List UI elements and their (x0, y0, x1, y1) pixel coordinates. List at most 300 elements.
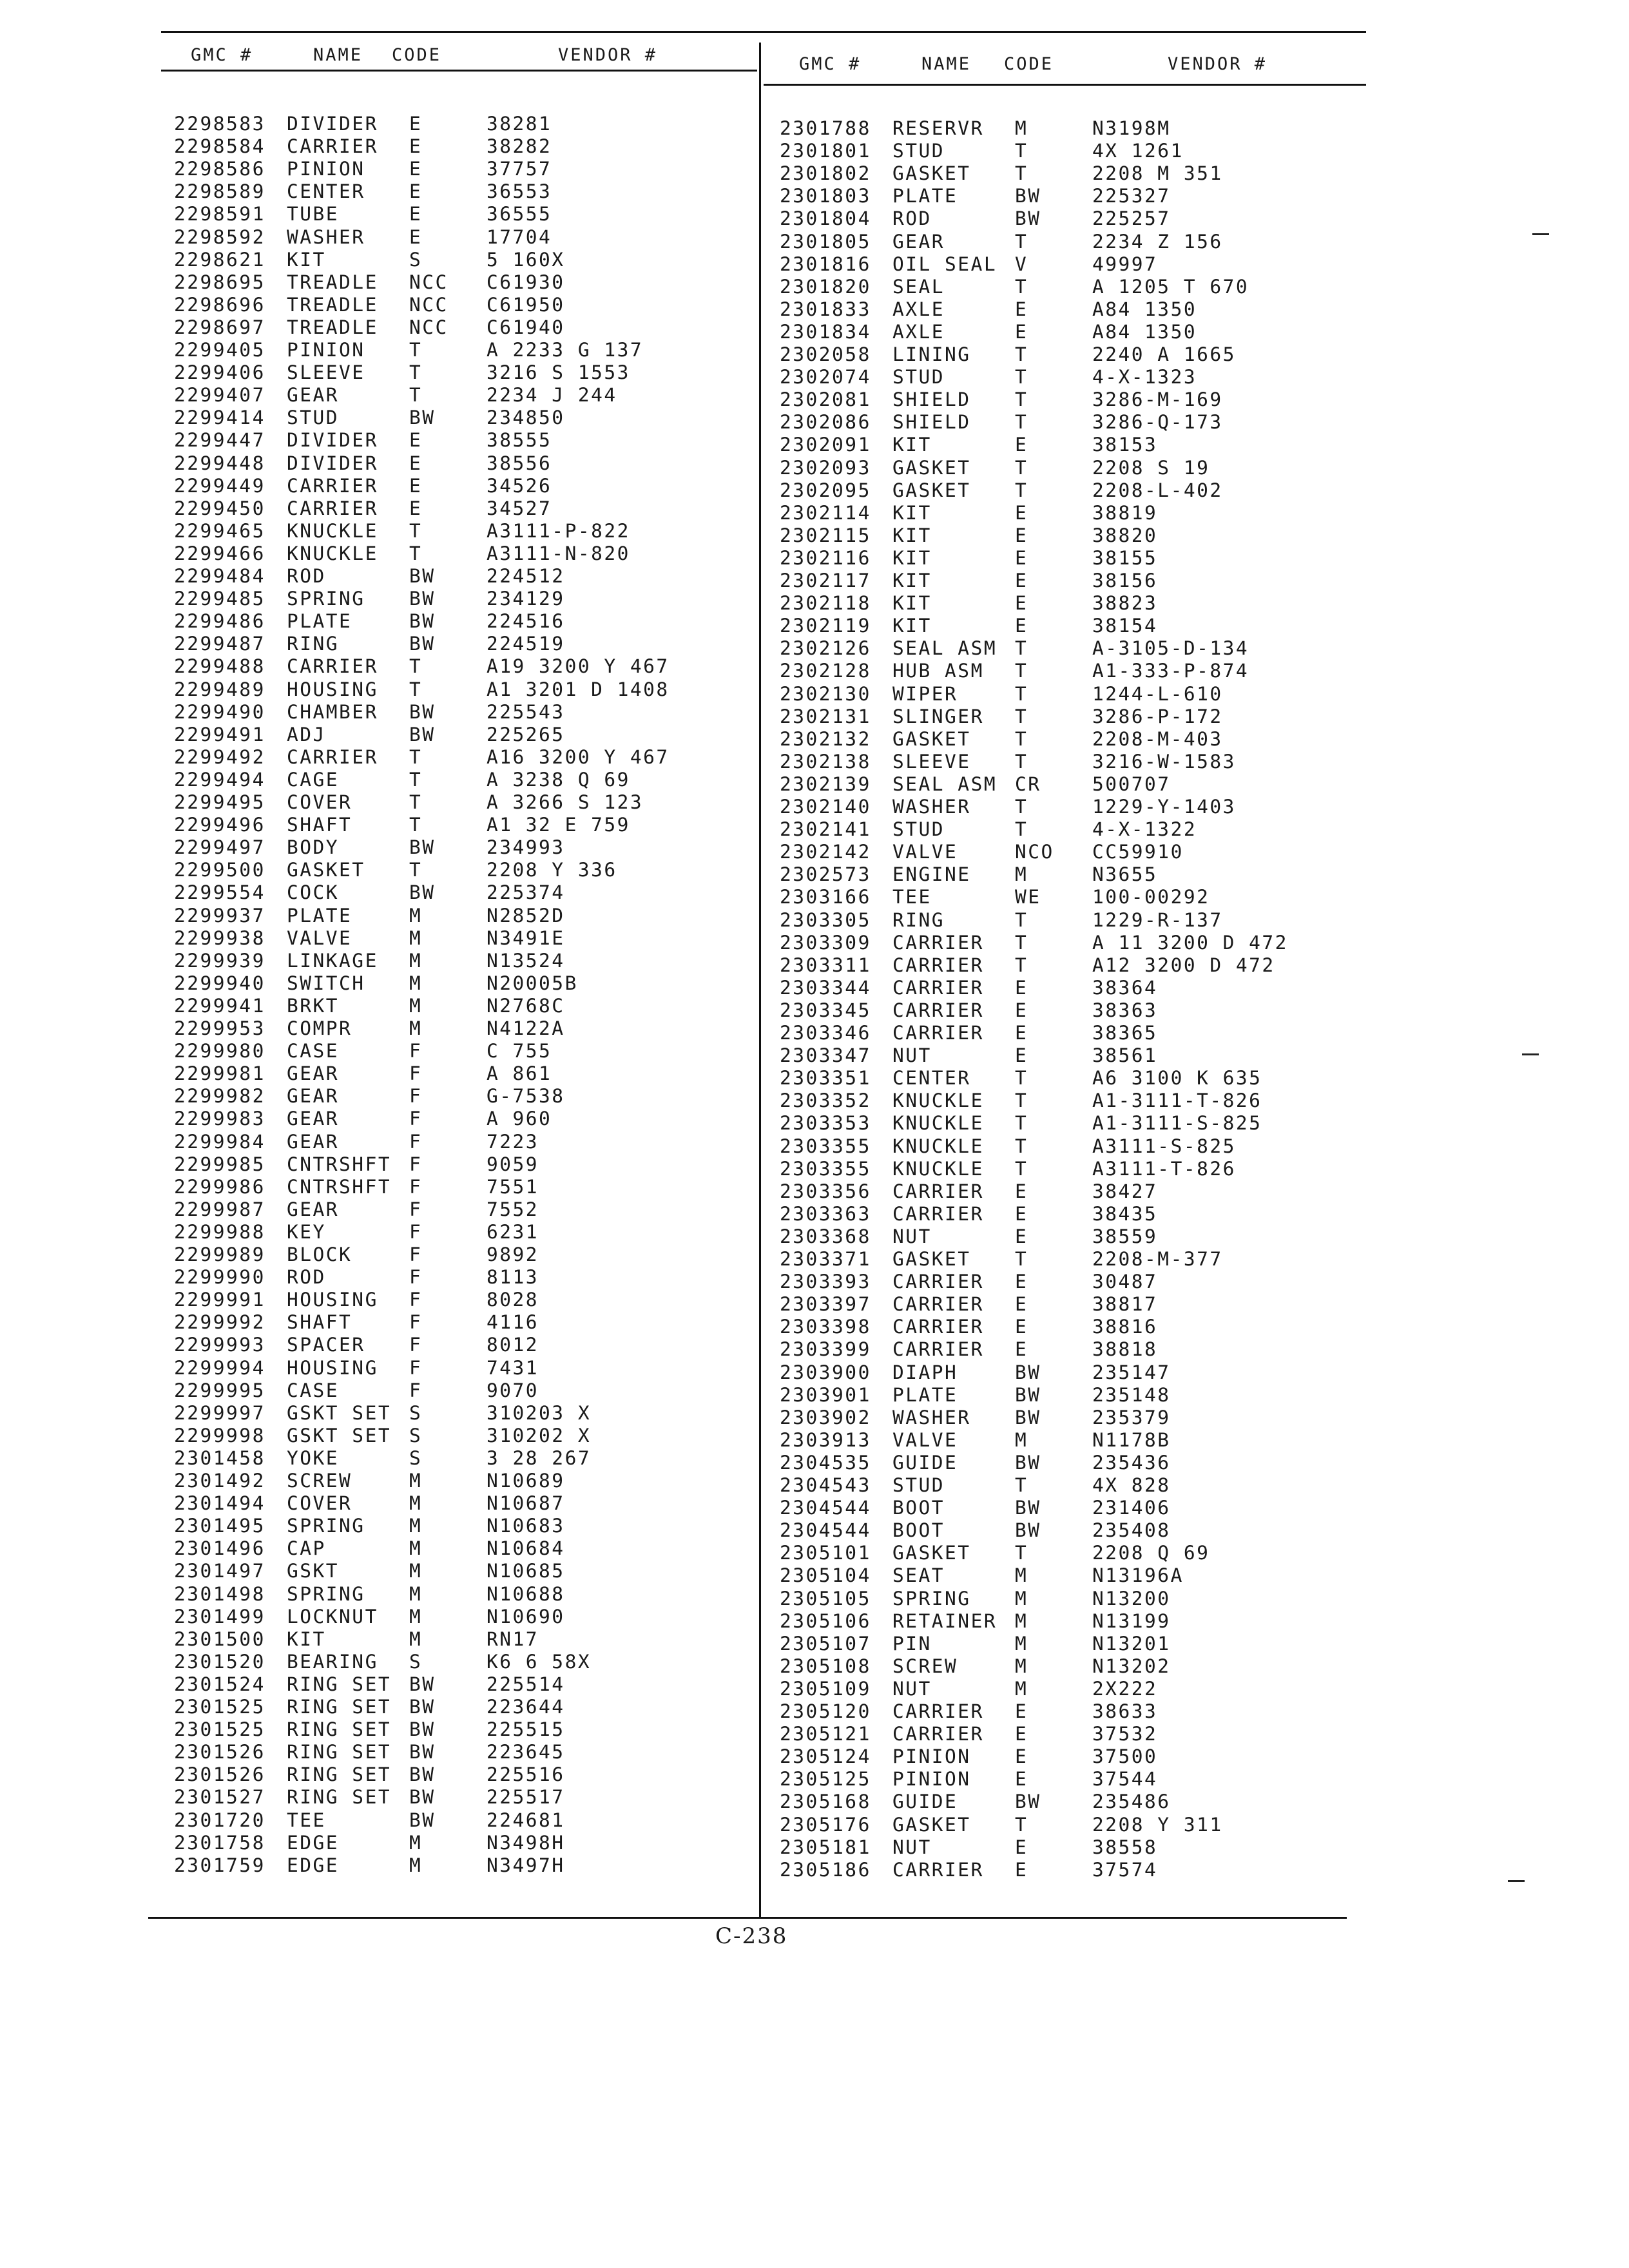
vendor-number: 224681 (487, 1809, 565, 1831)
part-name: GEAR (287, 1108, 340, 1129)
vendor-number: 224512 (487, 565, 565, 587)
part-name: STUD (892, 140, 945, 162)
vendor-code: T (409, 520, 423, 542)
vendor-code: E (409, 203, 423, 225)
vendor-code: WE (1015, 886, 1041, 908)
part-name: KIT (287, 249, 326, 271)
vendor-code: T (1015, 231, 1028, 253)
gmc-number: 2299450 (174, 497, 265, 519)
part-name: KNUCKLE (892, 1158, 984, 1180)
part-name: KIT (892, 592, 932, 614)
header-vendor: VENDOR # (1168, 54, 1268, 74)
part-name: RING (892, 909, 945, 931)
gmc-number: 2299495 (174, 791, 265, 813)
vendor-code: T (1015, 366, 1028, 388)
vendor-number: 38364 (1092, 977, 1158, 999)
gmc-number: 2301833 (780, 298, 871, 320)
gmc-number: 2301496 (174, 1537, 265, 1559)
part-name: EDGE (287, 1854, 340, 1876)
vendor-number: 1244-L-610 (1092, 683, 1223, 705)
vendor-code: F (409, 1198, 423, 1220)
vendor-number: 4-X-1322 (1092, 818, 1197, 840)
vendor-number: N4122A (487, 1017, 565, 1039)
gmc-number: 2302141 (780, 818, 871, 840)
part-name: SEAL ASM (892, 637, 998, 659)
vendor-code: T (1015, 1474, 1028, 1496)
part-name: ROD (287, 565, 326, 587)
part-name: TEE (892, 886, 932, 908)
vendor-number: 3216 S 1553 (487, 361, 630, 383)
vendor-number: 3286-P-172 (1092, 706, 1223, 727)
gmc-number: 2299991 (174, 1289, 265, 1311)
gmc-number: 2299984 (174, 1131, 265, 1153)
vendor-number: 3216-W-1583 (1092, 751, 1236, 773)
vendor-number: 37532 (1092, 1723, 1158, 1745)
part-name: STUD (892, 1474, 945, 1496)
gmc-number: 2298584 (174, 135, 265, 157)
gmc-number: 2301788 (780, 117, 871, 139)
vendor-code: M (409, 1606, 423, 1628)
part-name: YOKE (287, 1447, 340, 1469)
gmc-number: 2299993 (174, 1334, 265, 1356)
gmc-number: 2302119 (780, 615, 871, 637)
vendor-code: T (1015, 1814, 1028, 1836)
vendor-number: 8012 (487, 1334, 539, 1356)
part-name: GUIDE (892, 1452, 958, 1474)
part-name: WASHER (287, 226, 365, 248)
vendor-code: BW (409, 724, 436, 745)
vendor-code: BW (1015, 1497, 1041, 1519)
vendor-code: E (1015, 1271, 1028, 1293)
vendor-code: T (1015, 706, 1028, 727)
vendor-code: M (409, 1470, 423, 1492)
gmc-number: 2299491 (174, 724, 265, 745)
vendor-code: BW (1015, 207, 1041, 229)
vendor-number: 3 28 267 (487, 1447, 592, 1469)
vendor-code: M (409, 1628, 423, 1650)
vendor-number: 235408 (1092, 1519, 1171, 1541)
part-name: SEAT (892, 1564, 945, 1586)
vendor-number: C61950 (487, 294, 565, 316)
part-name: SWITCH (287, 972, 365, 994)
part-name: SLEEVE (287, 361, 365, 383)
part-name: KIT (892, 570, 932, 591)
vendor-code: T (409, 543, 423, 564)
gmc-number: 2302116 (780, 547, 871, 569)
vendor-number: A19 3200 Y 467 (487, 655, 670, 677)
vendor-code: T (1015, 162, 1028, 184)
vendor-number: 37757 (487, 158, 552, 180)
vendor-code: M (1015, 1588, 1028, 1610)
vendor-number: 3286-Q-173 (1092, 411, 1223, 433)
vendor-number: N3491E (487, 927, 565, 949)
gmc-number: 2301500 (174, 1628, 265, 1650)
vendor-code: F (409, 1131, 423, 1153)
vendor-number: 2240 A 1665 (1092, 343, 1236, 365)
vendor-code: E (409, 429, 423, 451)
vendor-code: M (409, 1537, 423, 1559)
vendor-number: 8028 (487, 1289, 539, 1311)
vendor-code: M (1015, 1610, 1028, 1632)
vendor-number: A1 3201 D 1408 (487, 678, 670, 700)
vendor-number: 234850 (487, 407, 565, 428)
part-name: RING SET (287, 1741, 392, 1763)
vendor-number: 225265 (487, 724, 565, 745)
vendor-code: E (1015, 1022, 1028, 1044)
header-gmc: GMC # (799, 54, 862, 74)
vendor-number: 7552 (487, 1198, 539, 1220)
part-name: GASKET (892, 1248, 971, 1270)
vendor-number: C61940 (487, 316, 565, 338)
gmc-number: 2302573 (780, 863, 871, 885)
vendor-code: F (409, 1221, 423, 1243)
vendor-number: N10689 (487, 1470, 565, 1492)
gmc-number: 2301498 (174, 1583, 265, 1605)
part-name: AXLE (892, 321, 945, 343)
vendor-number: N10685 (487, 1560, 565, 1582)
header-rule-left (161, 70, 757, 72)
vendor-number: 37544 (1092, 1768, 1158, 1790)
vendor-number: 234129 (487, 588, 565, 610)
gmc-number: 2303355 (780, 1158, 871, 1180)
part-name: NUT (892, 1225, 932, 1247)
vendor-code: T (1015, 932, 1028, 954)
gmc-number: 2303913 (780, 1429, 871, 1451)
part-name: CENTER (892, 1067, 971, 1089)
gmc-number: 2298591 (174, 203, 265, 225)
vendor-code: BW (409, 1786, 436, 1808)
part-name: GASKET (892, 1542, 971, 1564)
gmc-number: 2303398 (780, 1316, 871, 1338)
vendor-number: 7223 (487, 1131, 539, 1153)
vendor-number: 2208-M-403 (1092, 728, 1223, 750)
gmc-number: 2302074 (780, 366, 871, 388)
vendor-number: 224516 (487, 610, 565, 632)
vendor-number: N3655 (1092, 863, 1158, 885)
part-name: TEE (287, 1809, 326, 1831)
vendor-number: 4116 (487, 1311, 539, 1333)
gmc-number: 2305168 (780, 1791, 871, 1812)
gmc-number: 2305125 (780, 1768, 871, 1790)
vendor-code: CR (1015, 773, 1041, 795)
vendor-number: 2234 Z 156 (1092, 231, 1223, 253)
gmc-number: 2298589 (174, 180, 265, 202)
part-name: SPACER (287, 1334, 365, 1356)
gmc-number: 2302114 (780, 502, 871, 524)
vendor-number: 38633 (1092, 1700, 1158, 1722)
gmc-number: 2299988 (174, 1221, 265, 1243)
vendor-number: 1229-Y-1403 (1092, 796, 1236, 818)
part-name: STUD (287, 407, 340, 428)
gmc-number: 2305101 (780, 1542, 871, 1564)
vendor-number: N10684 (487, 1537, 565, 1559)
gmc-number: 2301495 (174, 1515, 265, 1537)
part-name: GASKET (892, 162, 971, 184)
part-name: GASKET (892, 479, 971, 501)
gmc-number: 2299494 (174, 769, 265, 791)
part-name: GUIDE (892, 1791, 958, 1812)
vendor-code: T (1015, 1542, 1028, 1564)
gmc-number: 2303309 (780, 932, 871, 954)
part-name: GASKET (287, 859, 365, 881)
top-rule (161, 31, 1366, 33)
vendor-code: M (1015, 1655, 1028, 1677)
vendor-code: BW (409, 633, 436, 655)
part-name: PINION (892, 1768, 971, 1790)
part-name: SPRING (892, 1588, 971, 1610)
gmc-number: 2303166 (780, 886, 871, 908)
vendor-number: N3498H (487, 1832, 565, 1854)
part-name: SHAFT (287, 814, 352, 836)
part-name: TREADLE (287, 294, 378, 316)
part-name: KIT (892, 434, 932, 456)
vendor-code: BW (409, 1673, 436, 1695)
vendor-code: S (409, 1651, 423, 1673)
part-name: OIL SEAL (892, 253, 998, 275)
gmc-number: 2299953 (174, 1017, 265, 1039)
vendor-code: E (1015, 524, 1028, 546)
part-name: ADJ (287, 724, 326, 745)
gmc-number: 2302132 (780, 728, 871, 750)
gmc-number: 2302118 (780, 592, 871, 614)
gmc-number: 2301526 (174, 1741, 265, 1763)
vendor-code: NCC (409, 316, 448, 338)
vendor-number: 38555 (487, 429, 552, 451)
vendor-code: T (1015, 637, 1028, 659)
vendor-number: A12 3200 D 472 (1092, 954, 1275, 976)
gmc-number: 2299407 (174, 384, 265, 406)
gmc-number: 2302086 (780, 411, 871, 433)
vendor-code: E (409, 226, 423, 248)
part-name: CNTRSHFT (287, 1153, 392, 1175)
gmc-number: 2303305 (780, 909, 871, 931)
vendor-number: 7431 (487, 1357, 539, 1379)
gmc-number: 2299941 (174, 995, 265, 1017)
gmc-number: 2303347 (780, 1044, 871, 1066)
gmc-number: 2303902 (780, 1407, 871, 1428)
gmc-number: 2299449 (174, 475, 265, 497)
header-name: NAME (313, 45, 363, 65)
part-name: CARRIER (892, 1316, 984, 1338)
part-name: GEAR (287, 1085, 340, 1107)
part-name: BOOT (892, 1519, 945, 1541)
gmc-number: 2301526 (174, 1763, 265, 1785)
vendor-code: BW (1015, 185, 1041, 207)
gmc-number: 2303901 (780, 1384, 871, 1406)
vendor-code: T (1015, 796, 1028, 818)
vendor-number: 8113 (487, 1266, 539, 1288)
gmc-number: 2305120 (780, 1700, 871, 1722)
gmc-number: 2302138 (780, 751, 871, 773)
vendor-code: T (1015, 276, 1028, 298)
vendor-code: E (1015, 547, 1028, 569)
part-name: RETAINER (892, 1610, 998, 1632)
vendor-number: 38363 (1092, 999, 1158, 1021)
gmc-number: 2299485 (174, 588, 265, 610)
part-name: DIAPH (892, 1361, 958, 1383)
part-name: ROD (892, 207, 932, 229)
gmc-number: 2299447 (174, 429, 265, 451)
vendor-code: S (409, 1402, 423, 1424)
part-name: KEY (287, 1221, 326, 1243)
gmc-number: 2301497 (174, 1560, 265, 1582)
vendor-code: M (409, 1832, 423, 1854)
vendor-number: 38427 (1092, 1180, 1158, 1202)
gmc-number: 2299994 (174, 1357, 265, 1379)
part-name: SHIELD (892, 389, 971, 410)
part-name: STUD (892, 366, 945, 388)
gmc-number: 2299983 (174, 1108, 265, 1129)
vendor-code: M (1015, 117, 1028, 139)
gmc-number: 2302058 (780, 343, 871, 365)
vendor-number: 225257 (1092, 207, 1171, 229)
vendor-code: M (409, 1583, 423, 1605)
vendor-number: A84 1350 (1092, 321, 1197, 343)
part-name: SCREW (287, 1470, 352, 1492)
vendor-number: N3497H (487, 1854, 565, 1876)
part-name: CARRIER (892, 954, 984, 976)
gmc-number: 2301805 (780, 231, 871, 253)
part-name: KNUCKLE (892, 1112, 984, 1134)
vendor-code: M (409, 927, 423, 949)
vendor-number: A-3105-D-134 (1092, 637, 1249, 659)
gmc-number: 2299987 (174, 1198, 265, 1220)
part-name: WASHER (892, 1407, 971, 1428)
vendor-number: 235379 (1092, 1407, 1171, 1428)
vendor-number: 7551 (487, 1176, 539, 1198)
gmc-number: 2301494 (174, 1492, 265, 1514)
vendor-number: 100-00292 (1092, 886, 1210, 908)
gmc-number: 2299990 (174, 1266, 265, 1288)
header-code: CODE (392, 45, 442, 65)
gmc-number: 2299488 (174, 655, 265, 677)
vendor-code: E (1015, 1044, 1028, 1066)
gmc-number: 2303311 (780, 954, 871, 976)
part-name: PLATE (892, 1384, 958, 1406)
part-name: BLOCK (287, 1244, 352, 1265)
part-name: AXLE (892, 298, 945, 320)
vendor-code: T (409, 814, 423, 836)
vendor-code: F (409, 1266, 423, 1288)
vendor-code: NCO (1015, 841, 1054, 863)
vendor-code: T (1015, 479, 1028, 501)
vendor-code: F (409, 1062, 423, 1084)
part-name: PIN (892, 1633, 932, 1655)
gmc-number: 2302130 (780, 683, 871, 705)
vendor-number: N10687 (487, 1492, 565, 1514)
vendor-number: A 2233 G 137 (487, 339, 644, 361)
part-name: CARRIER (892, 1180, 984, 1202)
part-name: CAGE (287, 769, 340, 791)
part-name: SPRING (287, 1583, 365, 1605)
vendor-number: N10683 (487, 1515, 565, 1537)
vendor-number: 2208 Q 69 (1092, 1542, 1210, 1564)
vendor-number: 38817 (1092, 1293, 1158, 1315)
gmc-number: 2302115 (780, 524, 871, 546)
vendor-number: 310202 X (487, 1425, 592, 1446)
part-name: GASKET (892, 1814, 971, 1836)
vendor-code: E (409, 113, 423, 135)
part-name: RING SET (287, 1718, 392, 1740)
gmc-number: 2305181 (780, 1836, 871, 1858)
vendor-code: S (409, 1425, 423, 1446)
vendor-number: 38820 (1092, 524, 1158, 546)
vendor-number: A3111-P-822 (487, 520, 630, 542)
part-name: GEAR (287, 1062, 340, 1084)
vendor-code: BW (409, 1763, 436, 1785)
vendor-number: 6231 (487, 1221, 539, 1243)
vendor-code: NCC (409, 271, 448, 293)
gmc-number: 2301820 (780, 276, 871, 298)
vendor-number: 225543 (487, 701, 565, 723)
part-name: ROD (287, 1266, 326, 1288)
gmc-number: 2301758 (174, 1832, 265, 1854)
vendor-number: A 3266 S 123 (487, 791, 644, 813)
vendor-code: F (409, 1153, 423, 1175)
part-name: TREADLE (287, 271, 378, 293)
vendor-code: T (1015, 1248, 1028, 1270)
vendor-number: A3111-T-826 (1092, 1158, 1236, 1180)
vendor-number: 234993 (487, 836, 565, 858)
vendor-code: M (409, 995, 423, 1017)
vendor-number: 235436 (1092, 1452, 1171, 1474)
vendor-number: A6 3100 K 635 (1092, 1067, 1262, 1089)
vendor-code: T (1015, 1112, 1028, 1134)
part-name: COVER (287, 791, 352, 813)
vendor-number: 38819 (1092, 502, 1158, 524)
gmc-number: 2299484 (174, 565, 265, 587)
vendor-number: 9059 (487, 1153, 539, 1175)
vendor-code: M (1015, 1564, 1028, 1586)
part-name: DIVIDER (287, 452, 378, 474)
part-name: RING SET (287, 1763, 392, 1785)
gmc-number: 2301720 (174, 1809, 265, 1831)
part-name: KNUCKLE (287, 520, 378, 542)
gmc-number: 2302093 (780, 457, 871, 479)
vendor-code: F (409, 1289, 423, 1311)
vendor-number: 37574 (1092, 1859, 1158, 1881)
part-name: CASE (287, 1040, 340, 1062)
vendor-code: M (409, 1017, 423, 1039)
vendor-code: F (409, 1334, 423, 1356)
vendor-number: 38156 (1092, 570, 1158, 591)
vendor-code: V (1015, 253, 1028, 275)
part-name: LINING (892, 343, 971, 365)
vendor-number: 34527 (487, 497, 552, 519)
gmc-number: 2305124 (780, 1745, 871, 1767)
vendor-number: A1 32 E 759 (487, 814, 630, 836)
vendor-number: A 1205 T 670 (1092, 276, 1249, 298)
vendor-number: 38282 (487, 135, 552, 157)
gmc-number: 2299414 (174, 407, 265, 428)
vendor-number: C61930 (487, 271, 565, 293)
gmc-number: 2298583 (174, 113, 265, 135)
gmc-number: 2302142 (780, 841, 871, 863)
gmc-number: 2301525 (174, 1696, 265, 1718)
vendor-code: BW (409, 565, 436, 587)
vendor-number: 2208-M-377 (1092, 1248, 1223, 1270)
part-name: RING (287, 633, 340, 655)
part-name: HOUSING (287, 1357, 378, 1379)
gmc-number: 2303345 (780, 999, 871, 1021)
vendor-code: BW (409, 1718, 436, 1740)
vendor-number: A 3238 Q 69 (487, 769, 630, 791)
vendor-code: M (409, 1560, 423, 1582)
part-name: SEAL ASM (892, 773, 998, 795)
gmc-number: 2299939 (174, 950, 265, 972)
vendor-code: E (409, 497, 423, 519)
part-name: PINION (287, 339, 365, 361)
